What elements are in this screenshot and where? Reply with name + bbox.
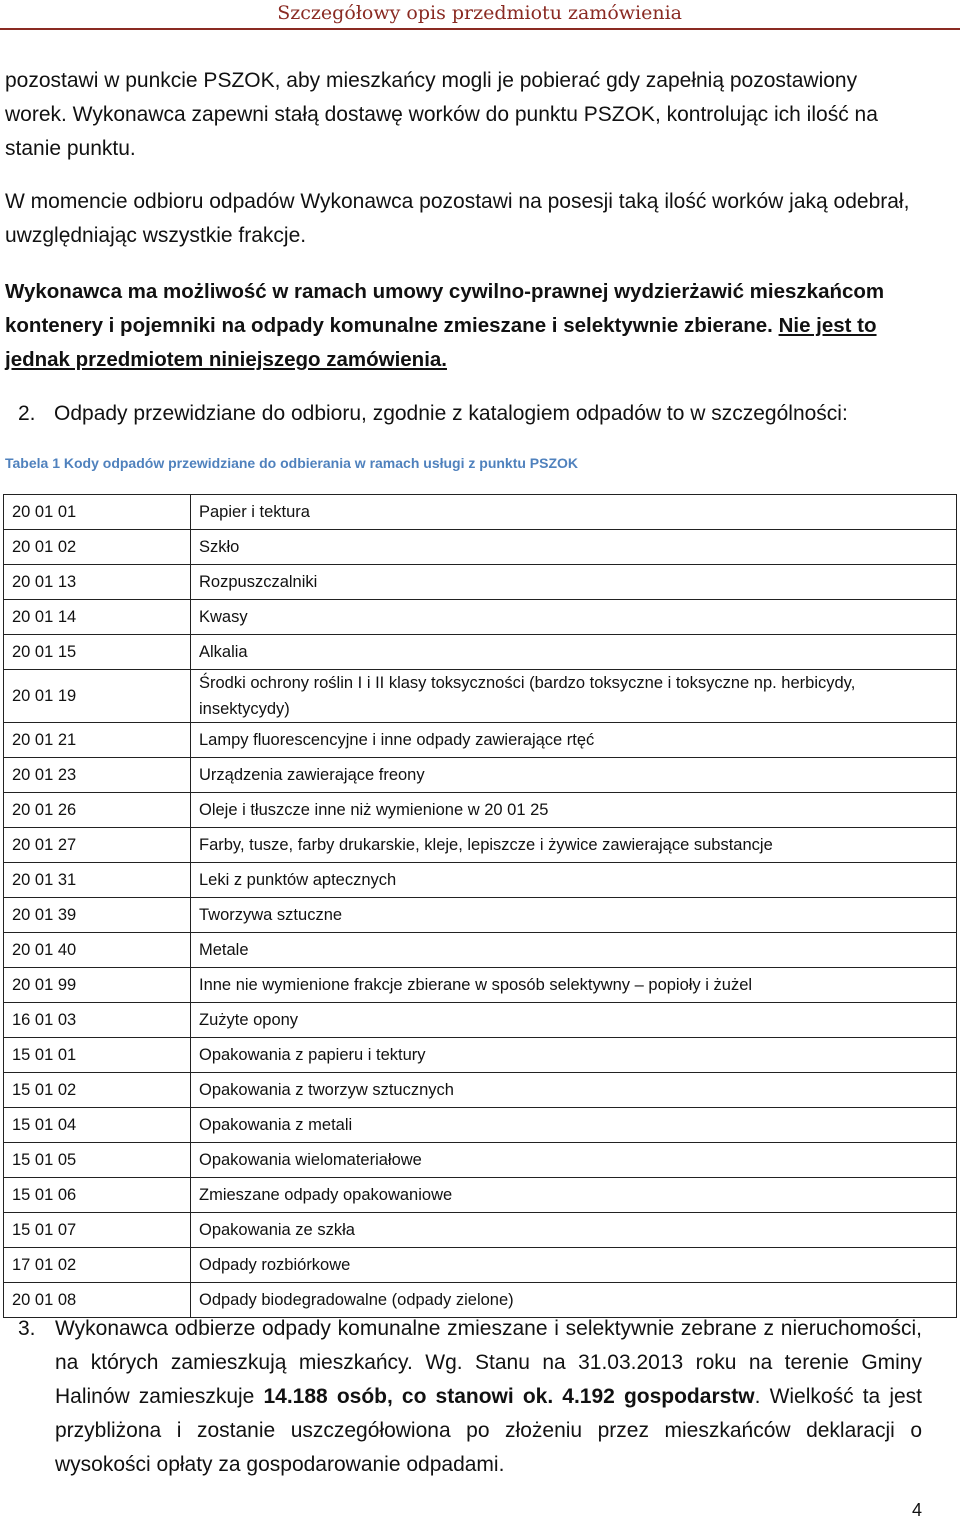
waste-description-cell: Opakowania z tworzyw sztucznych <box>191 1073 957 1108</box>
waste-code-cell: 20 01 01 <box>4 495 191 530</box>
waste-code-cell: 15 01 06 <box>4 1178 191 1213</box>
waste-code-cell: 20 01 19 <box>4 670 191 723</box>
list-item-3-text <box>55 1312 922 1482</box>
waste-description-cell: Środki ochrony roślin I i II klasy toksyczności (bardzo toksyczne i toksyczne np. herbicydy, insektycydy) <box>191 670 957 723</box>
waste-description-cell: Urządzenia zawierające freony <box>191 758 957 793</box>
waste-code-cell: 20 01 31 <box>4 863 191 898</box>
list-item-2 <box>18 397 848 431</box>
list-item-3 <box>18 1312 922 1482</box>
waste-code-cell: 20 01 27 <box>4 828 191 863</box>
table-caption: Tabela 1 Kody odpadów przewidziane do odbierania w ramach usługi z punktu PSZOK <box>5 455 579 471</box>
waste-code-cell: 20 01 08 <box>4 1283 191 1318</box>
waste-code-cell: 20 01 23 <box>4 758 191 793</box>
waste-description-cell: Oleje i tłuszcze inne niż wymienione w 20 01 25 <box>191 793 957 828</box>
waste-code-cell: 20 01 14 <box>4 600 191 635</box>
table-row <box>4 863 957 898</box>
table-row <box>4 600 957 635</box>
waste-description-cell: Szkło <box>191 530 957 565</box>
waste-code-cell: 20 01 02 <box>4 530 191 565</box>
waste-description-cell: Inne nie wymienione frakcje zbierane w sposób selektywny – popioły i żużel <box>191 968 957 1003</box>
waste-description-cell: Kwasy <box>191 600 957 635</box>
page-header-title: Szczegółowy opis przedmiotu zamówienia <box>277 2 682 24</box>
waste-description-cell: Zużyte opony <box>191 1003 957 1038</box>
waste-code-cell: 15 01 01 <box>4 1038 191 1073</box>
residents-count: 14.188 osób, co stanowi ok. 4.192 gospodarstw <box>263 1385 755 1408</box>
table-row <box>4 1073 957 1108</box>
waste-description-cell: Papier i tektura <box>191 495 957 530</box>
waste-description-cell: Rozpuszczalniki <box>191 565 957 600</box>
waste-code-cell: 20 01 99 <box>4 968 191 1003</box>
waste-code-cell: 16 01 03 <box>4 1003 191 1038</box>
waste-description-cell: Farby, tusze, farby drukarskie, kleje, lepiszcze i żywice zawierające substancje <box>191 828 957 863</box>
paragraph-pszok-bags: pozostawi w punkcie PSZOK, aby mieszkańcy mogli je pobierać gdy zapełnią pozostawiony worek. Wykonawca zapewni stałą dostawę worków do punktu PSZOK, kontrolując ich ilość na stanie punktu. <box>5 69 878 160</box>
table-row <box>4 1213 957 1248</box>
waste-description-cell: Odpady biodegradowalne (odpady zielone) <box>191 1283 957 1318</box>
table-row <box>4 1108 957 1143</box>
table-row <box>4 635 957 670</box>
container-lease-note: Nie jest to jednak przedmiotem niniejszego zamówienia. <box>5 314 877 371</box>
table-row <box>4 1143 957 1178</box>
table-row <box>4 565 957 600</box>
waste-description-cell: Opakowania z metali <box>191 1108 957 1143</box>
waste-code-cell: 15 01 02 <box>4 1073 191 1108</box>
table-row <box>4 828 957 863</box>
waste-description-cell: Zmieszane odpady opakowaniowe <box>191 1178 957 1213</box>
waste-description-cell: Leki z punktów aptecznych <box>191 863 957 898</box>
table-row <box>4 758 957 793</box>
waste-description-cell: Opakowania z papieru i tektury <box>191 1038 957 1073</box>
waste-description-cell: Tworzywa sztuczne <box>191 898 957 933</box>
table-row <box>4 793 957 828</box>
table-row <box>4 1248 957 1283</box>
list-item-3-number: 3. <box>18 1317 36 1340</box>
table-row <box>4 898 957 933</box>
table-row <box>4 670 957 723</box>
waste-code-cell: 20 01 26 <box>4 793 191 828</box>
waste-codes-table <box>3 494 957 1318</box>
waste-description-cell: Alkalia <box>191 635 957 670</box>
waste-code-cell: 20 01 40 <box>4 933 191 968</box>
page-number: 4 <box>911 1500 922 1520</box>
table-row <box>4 933 957 968</box>
waste-code-cell: 15 01 04 <box>4 1108 191 1143</box>
waste-description-cell: Opakowania ze szkła <box>191 1213 957 1248</box>
waste-code-cell: 20 01 15 <box>4 635 191 670</box>
table-row <box>4 1003 957 1038</box>
container-lease-text: Wykonawca ma możliwość w ramach umowy cywilno-prawnej wydzierżawić mieszkańcom kontenery i pojemniki na odpady komunalne zmieszane i selektywnie zbierane. <box>5 280 885 337</box>
list-item-2-text: Odpady przewidziane do odbioru, zgodnie z katalogiem odpadów to w szczególności: <box>54 402 848 425</box>
waste-code-cell: 15 01 07 <box>4 1213 191 1248</box>
waste-code-cell: 20 01 39 <box>4 898 191 933</box>
table-row <box>4 530 957 565</box>
waste-code-cell: 20 01 13 <box>4 565 191 600</box>
waste-description-cell: Opakowania wielomateriałowe <box>191 1143 957 1178</box>
paragraph-container-lease <box>5 275 915 377</box>
table-row <box>4 968 957 1003</box>
paragraph-bag-replacement: W momencie odbioru odpadów Wykonawca pozostawi na posesji taką ilość worków jaką odebrał, uwzględniając wszystkie frakcje. <box>5 190 910 247</box>
header-rule <box>0 28 960 30</box>
waste-description-cell: Lampy fluorescencyjne i inne odpady zawierające rtęć <box>191 723 957 758</box>
list-item-2-number: 2. <box>18 402 36 425</box>
table-row <box>4 1038 957 1073</box>
residents-text-b: . Wielkość ta jest przybliżona i zostanie uszczegółowiona po złożeniu przez mieszkańców deklaracji o wysokości opłaty za gospodarowanie odpadami. <box>55 1385 922 1476</box>
residents-text-a: Wykonawca odbierze odpady komunalne zmieszane i selektywnie zebrane z nieruchomości, na których zamieszkują mieszkańcy. Wg. Stanu na 31.03.2013 roku na terenie Gminy Halinów zamieszkuje <box>55 1317 922 1408</box>
waste-code-cell: 20 01 21 <box>4 723 191 758</box>
table-row <box>4 723 957 758</box>
table-row <box>4 1178 957 1213</box>
table-row <box>4 495 957 530</box>
waste-code-cell: 15 01 05 <box>4 1143 191 1178</box>
waste-description-cell: Odpady rozbiórkowe <box>191 1248 957 1283</box>
waste-code-cell: 17 01 02 <box>4 1248 191 1283</box>
waste-description-cell: Metale <box>191 933 957 968</box>
